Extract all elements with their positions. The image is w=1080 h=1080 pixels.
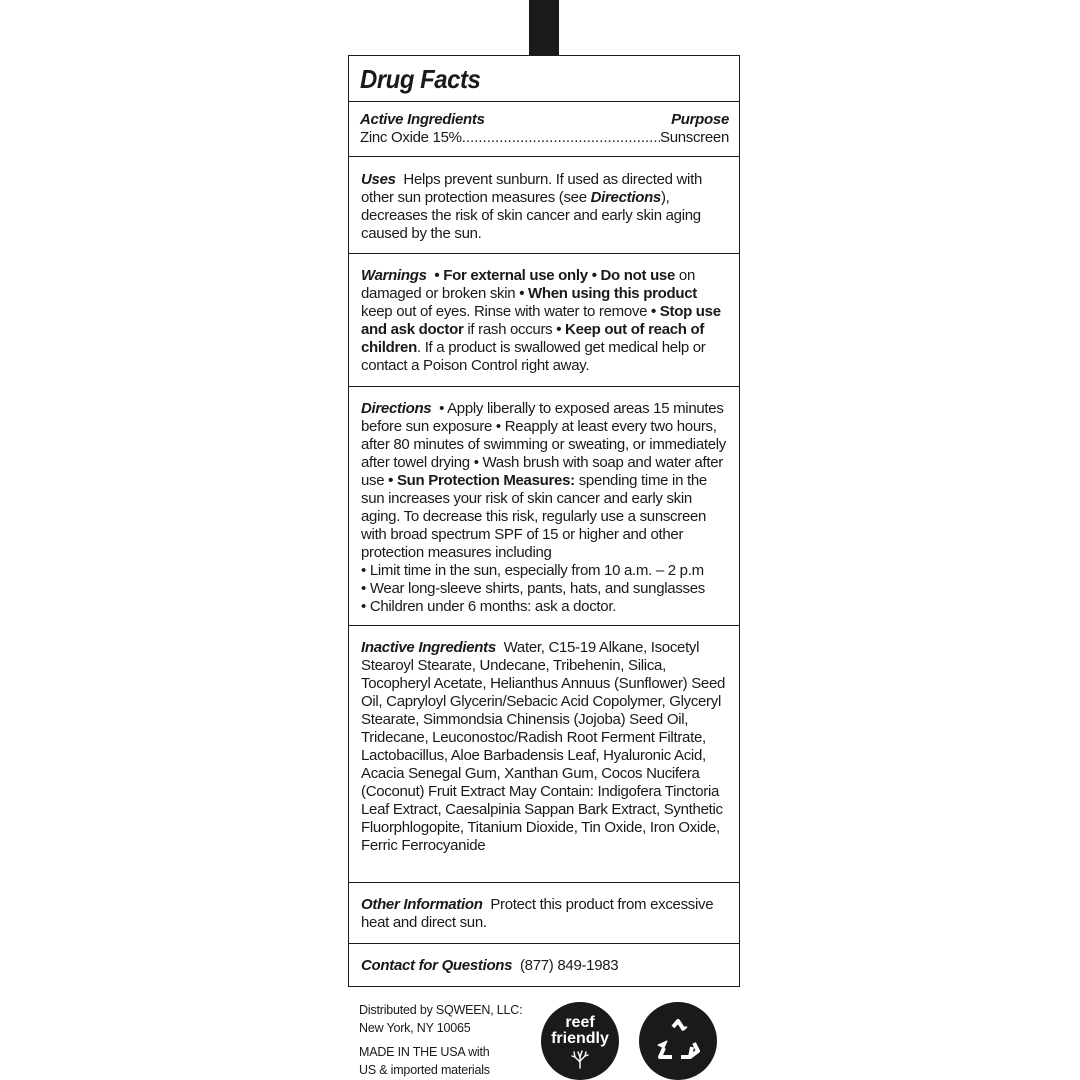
uses-paragraph bbox=[349, 171, 731, 243]
other-information-paragraph bbox=[349, 896, 731, 932]
uses-heading: Uses bbox=[361, 171, 396, 188]
recycle-badge bbox=[639, 1002, 717, 1080]
reef-friendly-badge bbox=[541, 1002, 619, 1080]
dot-leader bbox=[462, 129, 660, 147]
purpose-heading: Purpose bbox=[671, 111, 729, 128]
warning-keep-out: • Keep out of reach of children bbox=[361, 321, 705, 356]
distributor-line-2: New York, NY 10065 bbox=[359, 1021, 471, 1035]
ingredient-with-leader bbox=[360, 129, 660, 147]
warnings-section bbox=[349, 254, 739, 387]
contact-section bbox=[349, 944, 739, 986]
directions-bullet-children: • Children under 6 months: ask a doctor. bbox=[361, 598, 617, 615]
warning-do-not-use: • Do not use bbox=[591, 267, 676, 284]
active-ingredients-heading: Active Ingredients bbox=[360, 111, 485, 128]
directions-bullet-limit-time: • Limit time in the sun, especially from 10 a.m. – 2 p.m bbox=[361, 562, 704, 579]
warning-external-use: • For external use only bbox=[434, 267, 588, 284]
drug-facts-header bbox=[349, 56, 739, 102]
ingredient-purpose: Sunscreen bbox=[659, 129, 729, 146]
drug-facts-panel bbox=[348, 55, 740, 987]
other-information-text: Protect this product from excessive heat and direct sun. bbox=[361, 896, 714, 931]
warnings-heading: Warnings bbox=[361, 267, 427, 284]
origin-info bbox=[359, 1043, 490, 1079]
active-ingredients-header-row bbox=[360, 111, 729, 129]
origin-line-1: MADE IN THE USA with bbox=[359, 1045, 490, 1059]
contact-heading: Contact for Questions bbox=[361, 957, 513, 974]
uses-text: Helps prevent sunburn. If used as directed with other sun protection measures (see bbox=[361, 171, 702, 206]
reef-badge-line-2: friendly bbox=[551, 1030, 609, 1047]
warning-stop-use-text: if rash occurs bbox=[463, 321, 557, 338]
directions-heading: Directions bbox=[361, 400, 432, 417]
reef-badge-line-1: reef bbox=[565, 1014, 595, 1031]
distributor-line-1: Distributed by SQWEEN, LLC: bbox=[359, 1003, 523, 1017]
inactive-ingredients-text: Water, C15-19 Alkane, Isocetyl Stearoyl Stearate, Undecane, Tribehenin, Silica, Tocopheryl Acetate, Helianthus Annuus (Sunflower) Seed Oil, Capryloyl Glycerin/Sebacic Acid Copolymer, Glyceryl Stearate, Simmondsia Chinensis (Jojoba) Seed Oil, Tridecane, Leuconostoc/Radish Root Ferment Filtrate, Lactobacillus, Aloe Barbadensis Leaf, Hyaluronic Acid, Acacia Senegal Gum, Xanthan Gum, Cocos Nucifera (Coconut) Fruit Extract May Contain: Indigofera Tinctoria Leaf Extract, Caesalpinia Sappan Bark Extract, Synthetic Fluorphlogopite, Titanium Dioxide, Tin Oxide, Iron Oxide, Ferric Ferrocyanide bbox=[361, 639, 726, 854]
directions-paragraph bbox=[349, 400, 731, 616]
sun-protection-text: spending time in the sun increases your risk of skin cancer and early skin aging. To decrease this risk, regularly use a sunscreen with broad spectrum SPF of 15 or higher and other protection measures including bbox=[361, 472, 707, 561]
other-information-heading: Other Information bbox=[361, 896, 483, 913]
recycle-icon bbox=[654, 1017, 702, 1065]
hanging-strap bbox=[529, 0, 559, 56]
origin-line-2: US & imported materials bbox=[359, 1063, 490, 1077]
other-information-section bbox=[349, 883, 739, 944]
contact-phone: (877) 849-1983 bbox=[519, 957, 619, 974]
warning-when-using: • When using this product bbox=[519, 285, 697, 302]
contact-paragraph bbox=[349, 957, 731, 975]
warnings-paragraph bbox=[349, 267, 731, 375]
uses-section bbox=[349, 157, 739, 254]
uses-directions-ref: Directions bbox=[590, 189, 661, 206]
sun-protection-heading: • Sun Protection Measures: bbox=[388, 472, 575, 489]
active-ingredients-section bbox=[349, 102, 739, 157]
warning-when-using-text: keep out of eyes. Rinse with water to remove bbox=[361, 303, 651, 320]
warning-keep-out-text: . If a product is swallowed get medical help or contact a Poison Control right away. bbox=[361, 339, 706, 374]
distributor-info bbox=[359, 1001, 522, 1037]
coral-icon bbox=[570, 1049, 590, 1069]
inactive-ingredients-paragraph bbox=[349, 639, 731, 855]
directions-text: • Apply liberally to exposed areas 15 minutes before sun exposure • Reapply at least every two hours, after 80 minutes of swimming or sweating, or immediately after towel drying • Wash brush with soap and water after use bbox=[361, 400, 727, 489]
inactive-ingredients-section bbox=[349, 626, 739, 883]
active-ingredient-row bbox=[360, 129, 729, 147]
warning-stop-use: • Stop use and ask doctor bbox=[361, 303, 721, 338]
inactive-ingredients-heading: Inactive Ingredients bbox=[361, 639, 496, 656]
uses-text-end: ), decreases the risk of skin cancer and early skin aging caused by the sun. bbox=[361, 189, 701, 242]
directions-section bbox=[349, 387, 739, 626]
drug-facts-title: Drug Facts bbox=[360, 64, 481, 94]
warning-do-not-use-text: on damaged or broken skin bbox=[361, 267, 695, 302]
directions-bullet-clothing: • Wear long-sleeve shirts, pants, hats, and sunglasses bbox=[361, 580, 705, 597]
ingredient-name: Zinc Oxide 15% bbox=[360, 129, 462, 146]
